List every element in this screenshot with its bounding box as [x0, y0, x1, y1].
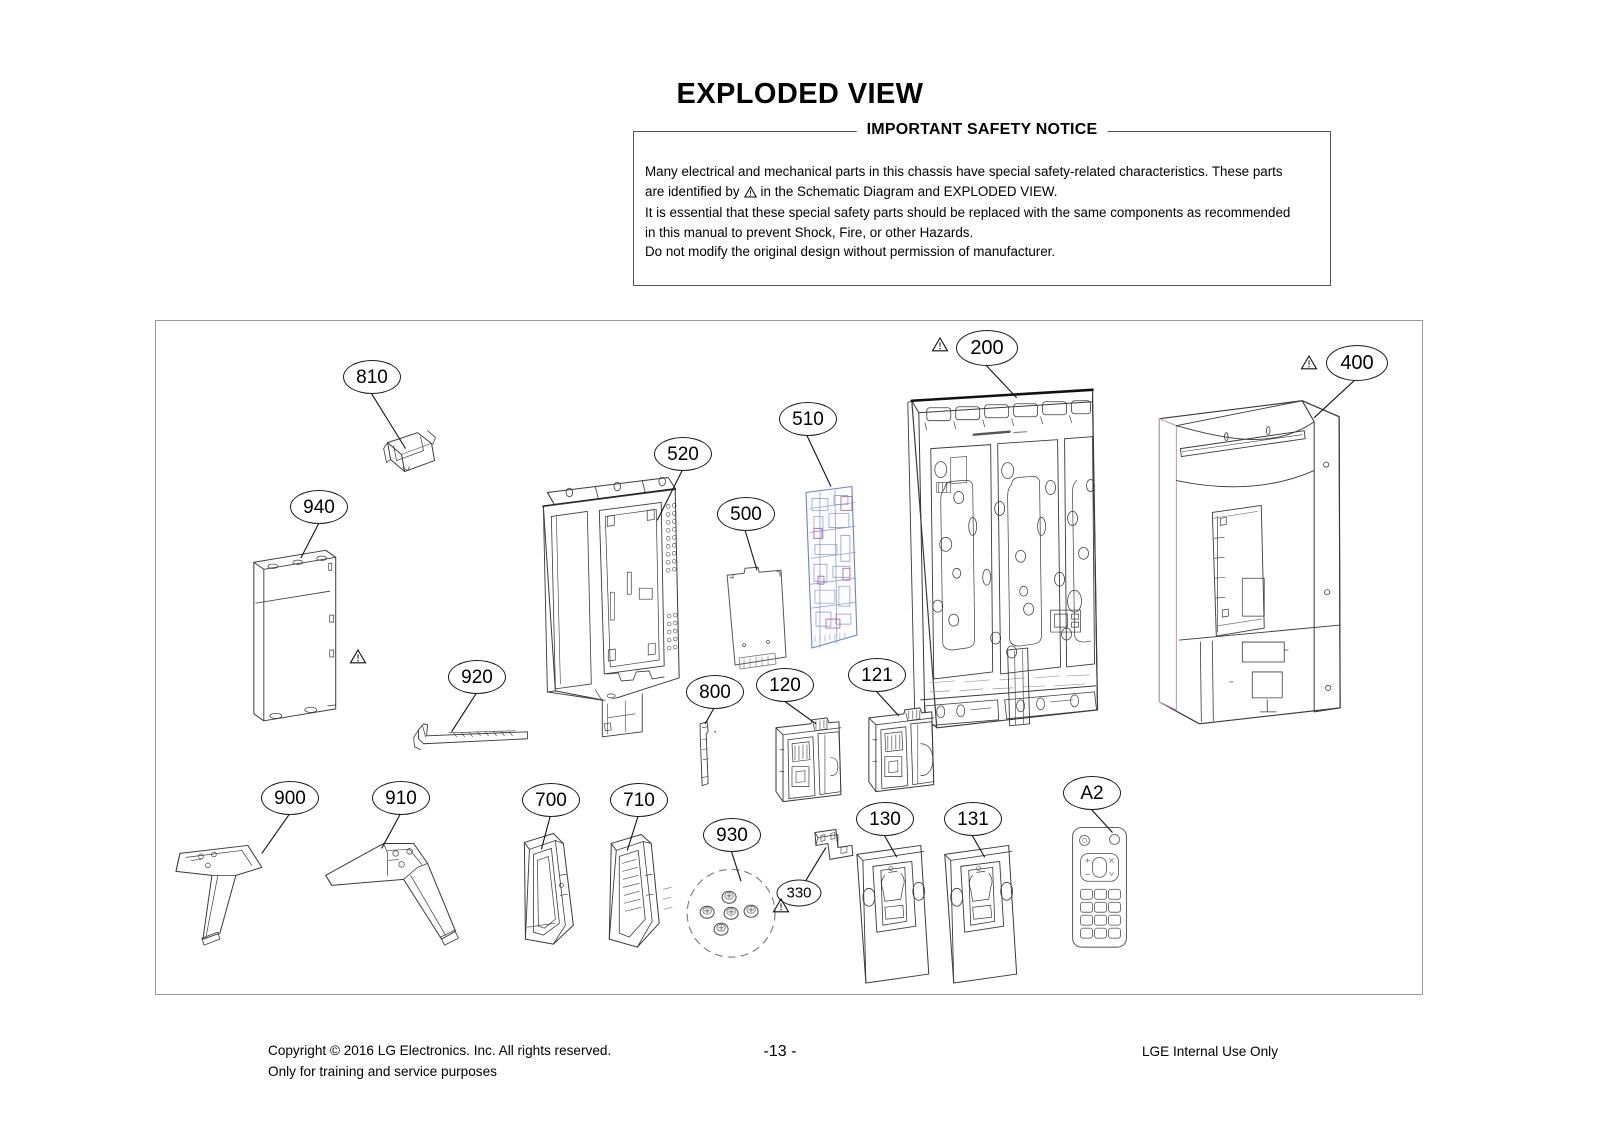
drawing-canvas [156, 321, 1422, 994]
warning-triangle-icon-330 [773, 898, 790, 918]
leader-710 [627, 816, 638, 851]
callout-500[interactable] [717, 497, 775, 531]
leader-200 [986, 365, 1017, 398]
callout-label-900: 900 [274, 787, 306, 809]
safety-line-4-text: in this manual to prevent Shock, Fire, or other Hazards. [645, 224, 974, 240]
safety-line-1-text: Many electrical and mechanical parts in this chassis have special safety-related characteristics. These parts [645, 164, 1283, 179]
callout-label-130: 130 [869, 808, 901, 830]
callout-940[interactable] [290, 490, 348, 524]
leader-930 [731, 850, 741, 881]
leader-400 [1314, 380, 1355, 418]
callout-800[interactable] [686, 675, 744, 709]
callout-label-A2: A2 [1080, 782, 1104, 804]
leader-900 [262, 814, 290, 854]
copyright-notice [268, 1040, 611, 1082]
page-number: -13 - [763, 1043, 797, 1060]
callout-label-200: 200 [970, 337, 1004, 359]
callout-120[interactable] [756, 668, 814, 702]
warning-triangle-icon [744, 184, 757, 204]
leader-520 [657, 471, 682, 521]
copyright-line-2: Only for training and service purposes [268, 1064, 497, 1079]
leader-121 [876, 691, 899, 716]
warning-triangle-icon-warn-940 [350, 649, 367, 669]
callout-131[interactable] [944, 802, 1002, 836]
leader-500 [745, 530, 757, 570]
callout-label-131: 131 [957, 808, 989, 830]
callout-label-330: 330 [786, 884, 812, 902]
leader-800 [705, 708, 714, 724]
callout-130[interactable] [856, 802, 914, 836]
leader-a2 [1091, 809, 1113, 833]
leader-120 [784, 701, 816, 724]
safety-line-5-text: Do not modify the original design without permission of manufacturer. [645, 244, 1056, 260]
callout-label-510: 510 [792, 408, 824, 430]
exploded-view-drawing-frame [155, 320, 1423, 995]
leader-130 [884, 834, 897, 857]
page-footer [0, 1035, 1600, 1105]
callout-A2[interactable] [1063, 776, 1121, 810]
callout-label-810: 810 [356, 366, 388, 388]
safety-line-1 [645, 162, 1321, 182]
leader-700 [541, 816, 550, 850]
callout-label-120: 120 [769, 674, 801, 696]
warning-triangle-icon-200 [932, 337, 949, 357]
safety-line-2-text-b: in the Schematic Diagram and EXPLODED VIEW. [760, 183, 1058, 199]
leader-920 [452, 693, 477, 732]
leader-940 [301, 523, 319, 558]
leader-810 [372, 394, 406, 449]
callout-930[interactable] [703, 818, 761, 852]
callout-label-500: 500 [730, 503, 762, 525]
safety-notice-body [645, 162, 1321, 262]
callout-810[interactable] [343, 360, 401, 394]
leader-910 [382, 814, 401, 849]
callout-label-710: 710 [623, 789, 655, 811]
leader-330 [806, 847, 826, 880]
leader-131 [972, 834, 985, 857]
callout-121[interactable] [848, 658, 906, 692]
callout-200[interactable] [956, 330, 1018, 366]
important-safety-notice-box [633, 121, 1331, 286]
safety-line-3-text: It is essential that these special safety parts should be replaced with the same components as recommended [645, 205, 1291, 221]
warning-triangle-icon-400 [1301, 355, 1318, 375]
safety-line-5 [645, 242, 1321, 262]
callout-label-920: 920 [461, 666, 493, 688]
safety-line-3 [645, 203, 1321, 223]
safety-notice-legend: IMPORTANT SAFETY NOTICE [857, 121, 1108, 139]
callout-520[interactable] [654, 437, 712, 471]
callout-label-520: 520 [667, 443, 699, 465]
callout-label-121: 121 [861, 664, 893, 686]
callout-710[interactable] [610, 783, 668, 817]
leader-510 [807, 436, 831, 487]
callout-700[interactable] [522, 783, 580, 817]
callout-910[interactable] [372, 781, 430, 815]
callout-label-930: 930 [716, 824, 748, 846]
callout-400[interactable] [1326, 345, 1388, 381]
safety-line-2 [645, 182, 1321, 204]
page-title: EXPLODED VIEW [676, 78, 924, 110]
safety-line-2-text-a: are identified by [645, 183, 740, 199]
internal-use-notice: LGE Internal Use Only [1142, 1044, 1278, 1059]
callout-label-910: 910 [385, 787, 417, 809]
callout-label-940: 940 [303, 496, 335, 518]
callout-label-400: 400 [1340, 352, 1374, 374]
callout-920[interactable] [448, 660, 506, 694]
callout-900[interactable] [261, 781, 319, 815]
safety-line-4 [645, 223, 1321, 243]
callout-510[interactable] [779, 402, 837, 436]
callout-label-800: 800 [699, 681, 731, 703]
copyright-line-1: Copyright © 2016 LG Electronics. Inc. All rights reserved. [268, 1043, 612, 1058]
callout-label-700: 700 [535, 789, 567, 811]
